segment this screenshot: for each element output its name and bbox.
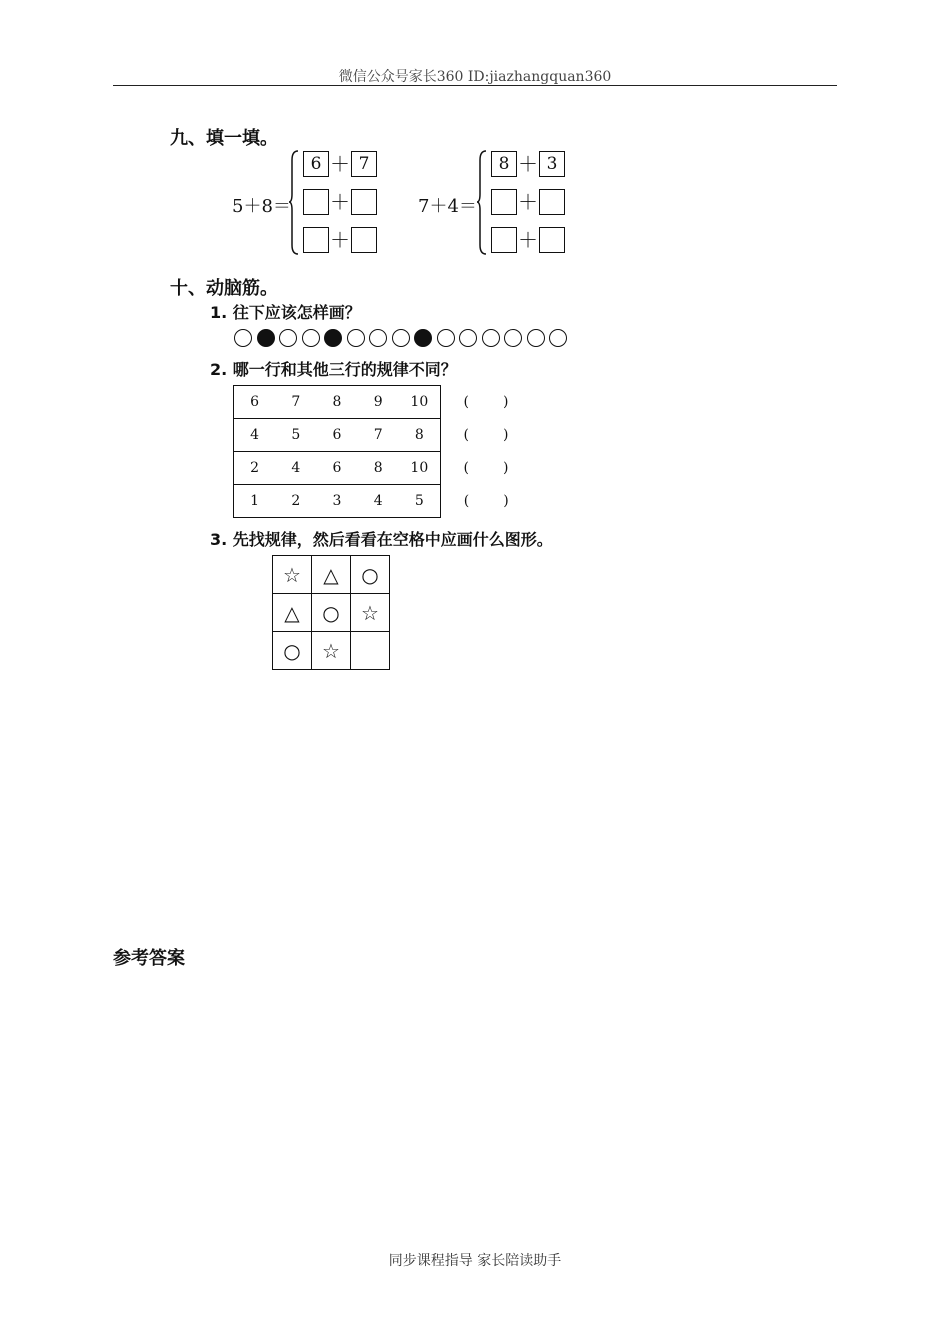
filled-circle	[257, 329, 275, 347]
table-row	[234, 386, 532, 419]
paren-open: (	[463, 493, 470, 509]
shape-cell: ○	[312, 594, 351, 632]
table-row	[234, 419, 532, 452]
paren-open: (	[463, 427, 469, 443]
number-cell: 10	[410, 394, 429, 410]
answer-paren[interactable]	[441, 386, 532, 419]
empty-circle	[369, 329, 387, 347]
number-cell: 6	[250, 394, 260, 410]
number-cell: 4	[373, 493, 383, 509]
answer-box[interactable]	[539, 227, 565, 253]
answer-box[interactable]	[351, 227, 377, 253]
number-cell: 8	[414, 427, 424, 443]
number-cell: 7	[373, 427, 383, 443]
equation-2-row-2	[491, 189, 565, 215]
grid-row	[273, 556, 390, 594]
pattern-table-wrap	[233, 385, 532, 518]
number-cell-group	[234, 386, 441, 419]
equation-1-row-1	[303, 151, 377, 177]
answer-box[interactable]: 3	[539, 151, 565, 177]
equation-2-brace	[477, 150, 487, 255]
plus-sign: ＋	[518, 190, 538, 214]
blank-grid-cell[interactable]	[351, 632, 390, 670]
page-header: 微信公众号家长360 ID:jiazhangquan360	[338, 69, 612, 85]
question-3-text: 3. 先找规律，然后看看在空格中应画什么图形。	[210, 530, 553, 549]
number-cell: 2	[291, 493, 301, 509]
number-cell: 5	[291, 427, 301, 443]
number-cell: 7	[291, 394, 301, 410]
number-cell: 3	[332, 493, 342, 509]
number-cell-group	[234, 485, 441, 518]
table-row	[234, 452, 532, 485]
number-cell: 6	[332, 460, 342, 476]
equation-1-label: 5＋8＝	[232, 196, 291, 217]
number-cell: 6	[332, 427, 342, 443]
section-10-title: 十、动脑筋。	[170, 278, 278, 299]
question-1-text: 1. 往下应该怎样画？	[210, 303, 361, 322]
equation-1-brace	[289, 150, 299, 255]
filled-circle	[324, 329, 342, 347]
number-cell: 8	[332, 394, 342, 410]
shape-cell: ☆	[351, 594, 390, 632]
plus-sign: ＋	[518, 228, 538, 252]
answer-paren[interactable]	[441, 485, 532, 518]
number-cell-group	[234, 419, 441, 452]
empty-circle	[279, 329, 297, 347]
shape-cell: ☆	[312, 632, 351, 670]
equation-1-row-2	[303, 189, 377, 215]
answer-paren[interactable]	[441, 419, 532, 452]
pattern-table	[233, 385, 532, 518]
number-cell: 1	[250, 493, 260, 509]
paren-close: )	[503, 493, 509, 509]
equation-2-row-3	[491, 227, 565, 253]
shape-grid-wrap	[272, 555, 390, 670]
equation-2-row-1	[491, 151, 565, 177]
number-cell: 8	[373, 460, 383, 476]
shape-cell: ○	[273, 632, 312, 670]
answer-box[interactable]	[491, 227, 517, 253]
empty-circle	[482, 329, 500, 347]
paren-open: (	[463, 460, 469, 476]
empty-circle	[437, 329, 455, 347]
empty-circle	[392, 329, 410, 347]
empty-circle	[549, 329, 567, 347]
plus-sign: ＋	[330, 190, 350, 214]
shape-cell: △	[273, 594, 312, 632]
answer-box[interactable]	[303, 189, 329, 215]
answer-paren[interactable]	[441, 452, 532, 485]
equation-2-rows	[491, 151, 565, 253]
section-9-title: 九、填一填。	[170, 128, 278, 149]
answer-box[interactable]	[351, 189, 377, 215]
number-cell-group	[234, 452, 441, 485]
plus-sign: ＋	[518, 152, 538, 176]
question-2-text: 2. 哪一行和其他三行的规律不同？	[210, 360, 457, 379]
shape-cell: ○	[351, 556, 390, 594]
table-row	[234, 485, 532, 518]
shape-cell: △	[312, 556, 351, 594]
grid-row	[273, 632, 390, 670]
equation-2-label: 7＋4＝	[418, 196, 477, 217]
grid-row	[273, 594, 390, 632]
answers-title: 参考答案	[113, 948, 185, 969]
answer-box[interactable]: 6	[303, 151, 329, 177]
plus-sign: ＋	[330, 152, 350, 176]
page-footer: 同步课程指导 家长陪读助手	[388, 1253, 562, 1269]
header-divider	[113, 85, 837, 86]
empty-circle	[302, 329, 320, 347]
answer-box[interactable]	[491, 189, 517, 215]
empty-circle	[504, 329, 522, 347]
circle-sequence	[234, 329, 572, 347]
answer-box[interactable]: 8	[491, 151, 517, 177]
empty-circle	[347, 329, 365, 347]
number-cell: 4	[250, 427, 260, 443]
empty-circle	[459, 329, 477, 347]
answer-box[interactable]: 7	[351, 151, 377, 177]
answer-box[interactable]	[539, 189, 565, 215]
number-cell: 10	[410, 460, 429, 476]
paren-close: )	[503, 427, 509, 443]
answer-box[interactable]	[303, 227, 329, 253]
shape-cell: ☆	[273, 556, 312, 594]
equation-1-row-3	[303, 227, 377, 253]
number-cell: 5	[414, 493, 424, 509]
empty-circle	[527, 329, 545, 347]
number-cell: 9	[373, 394, 383, 410]
number-cell: 2	[250, 460, 260, 476]
number-cell: 4	[291, 460, 301, 476]
filled-circle	[414, 329, 432, 347]
empty-circle	[234, 329, 252, 347]
paren-open: (	[463, 394, 469, 410]
plus-sign: ＋	[330, 228, 350, 252]
paren-close: )	[503, 394, 509, 410]
shape-grid	[272, 555, 390, 670]
paren-close: )	[503, 460, 509, 476]
equation-1-rows	[303, 151, 377, 253]
